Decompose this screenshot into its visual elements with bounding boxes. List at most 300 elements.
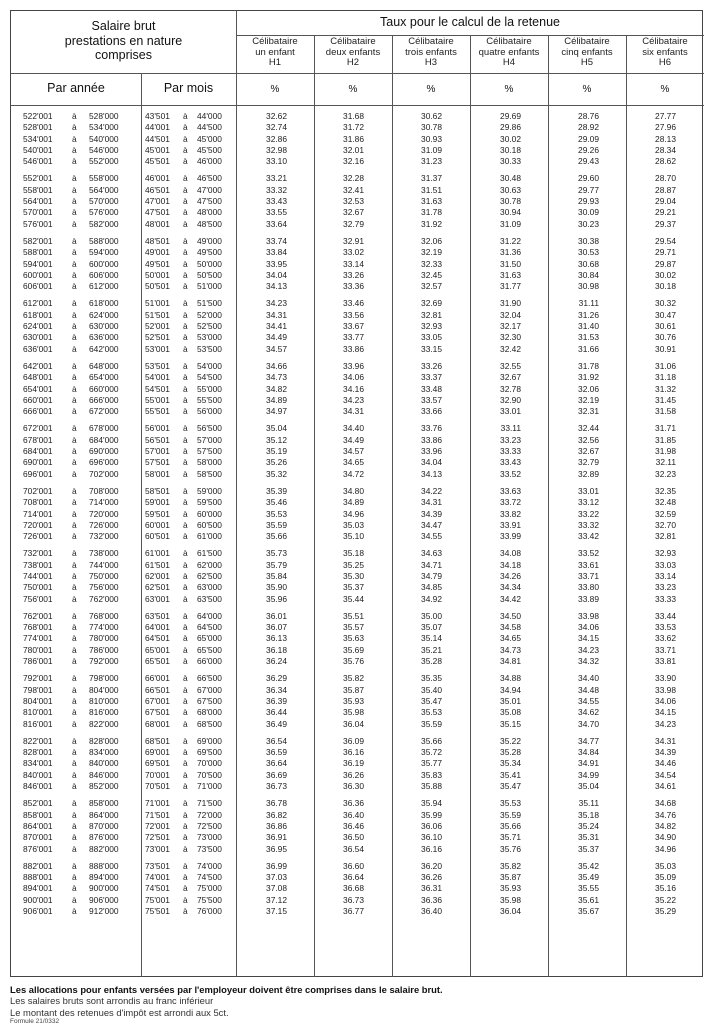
range-separator: à — [183, 133, 188, 144]
rate-h6: 34.90 — [655, 832, 676, 843]
monthly-to: 62'500 — [197, 570, 222, 581]
rate-h5: 31.26 — [578, 309, 599, 320]
annual-to: 552'000 — [89, 156, 119, 167]
range-separator: à — [72, 684, 77, 695]
rate-h2: 34.16 — [343, 383, 364, 394]
rate-h4: 29.69 — [500, 111, 521, 121]
column-header-h4 — [470, 37, 548, 69]
rate-h2: 36.73 — [343, 894, 364, 905]
rate-h1: 33.32 — [266, 184, 287, 195]
rate-h2: 33.14 — [343, 258, 364, 269]
range-separator: à — [72, 843, 77, 854]
rate-h4: 35.66 — [500, 820, 521, 831]
rate-h2: 35.37 — [343, 582, 364, 593]
rate-h5: 34.55 — [578, 695, 599, 706]
range-separator: à — [72, 485, 77, 496]
rate-h3: 30.93 — [421, 133, 442, 144]
table-row — [11, 406, 704, 417]
rate-h4: 35.76 — [500, 843, 521, 854]
rate-h5: 34.15 — [578, 633, 599, 644]
rate-h6: 34.68 — [655, 798, 676, 809]
monthly-from: 43'501 — [145, 111, 170, 121]
rate-h3: 36.10 — [421, 832, 442, 843]
range-separator: à — [183, 735, 188, 746]
rate-h6: 29.54 — [655, 235, 676, 246]
rate-h2: 35.69 — [343, 644, 364, 655]
rate-h1: 33.21 — [266, 173, 287, 184]
annual-from: 708'001 — [23, 497, 53, 508]
annual-to: 690'000 — [89, 446, 119, 457]
salaire-header-line: comprises — [95, 48, 152, 62]
monthly-from: 44'501 — [145, 133, 170, 144]
monthly-to: 61'500 — [197, 548, 222, 559]
rate-h2: 35.57 — [343, 622, 364, 633]
rate-h2: 36.68 — [343, 883, 364, 894]
salaire-header-line: Salaire brut — [91, 19, 156, 33]
annual-from: 690'001 — [23, 457, 53, 468]
rate-h4: 35.98 — [500, 894, 521, 905]
rate-h2: 34.72 — [343, 468, 364, 479]
rate-h5: 33.22 — [578, 508, 599, 519]
annual-from: 870'001 — [23, 832, 53, 843]
rate-h3: 35.35 — [421, 673, 442, 684]
range-separator: à — [183, 673, 188, 684]
rate-h1: 33.55 — [266, 207, 287, 218]
annual-from: 654'001 — [23, 383, 53, 394]
monthly-to: 75'000 — [197, 883, 222, 894]
annual-to: 534'000 — [89, 122, 119, 133]
monthly-from: 58'501 — [145, 485, 170, 496]
range-separator: à — [72, 423, 77, 434]
rate-h1: 36.13 — [266, 633, 287, 644]
rate-h6: 33.90 — [655, 673, 676, 684]
column-header-h3 — [392, 37, 470, 69]
annual-from: 666'001 — [23, 406, 53, 417]
rate-h1: 32.62 — [266, 111, 287, 121]
range-separator: à — [72, 144, 77, 155]
rate-h6: 33.14 — [655, 570, 676, 581]
rate-h5: 31.11 — [578, 298, 599, 309]
rate-h6: 32.81 — [655, 531, 676, 542]
rate-h4: 30.48 — [500, 173, 521, 184]
annual-from: 588'001 — [23, 247, 53, 258]
rate-h3: 36.06 — [421, 820, 442, 831]
rate-h1: 36.99 — [266, 860, 287, 871]
annual-from: 840'001 — [23, 769, 53, 780]
monthly-from: 56'501 — [145, 434, 170, 445]
table-row — [11, 821, 704, 832]
rate-h5: 34.23 — [578, 644, 599, 655]
annual-to: 720'000 — [89, 508, 119, 519]
monthly-from: 47'001 — [145, 196, 170, 207]
annual-from: 624'001 — [23, 321, 53, 332]
range-separator: à — [183, 332, 188, 343]
table-row — [11, 247, 704, 258]
monthly-to: 51'000 — [197, 281, 222, 292]
rate-h4: 35.53 — [500, 798, 521, 809]
rate-h3: 35.47 — [421, 695, 442, 706]
rate-h4: 32.55 — [500, 360, 521, 371]
range-separator: à — [183, 258, 188, 269]
monthly-from: 47'501 — [145, 207, 170, 218]
range-separator: à — [72, 207, 77, 218]
rate-h1: 35.66 — [266, 531, 287, 542]
monthly-from: 67'501 — [145, 707, 170, 718]
row-group — [11, 423, 704, 479]
rate-h5: 28.76 — [578, 111, 599, 121]
table-row — [11, 781, 704, 792]
range-separator: à — [72, 247, 77, 258]
rate-h2: 36.50 — [343, 832, 364, 843]
rate-h2: 32.67 — [343, 207, 364, 218]
range-separator: à — [72, 446, 77, 457]
column-header-line: Célibataire — [486, 36, 532, 47]
rate-h2: 35.44 — [343, 593, 364, 604]
range-separator: à — [72, 156, 77, 167]
range-separator: à — [72, 633, 77, 644]
annual-from: 816'001 — [23, 718, 53, 729]
monthly-to: 59'500 — [197, 497, 222, 508]
range-separator: à — [72, 872, 77, 883]
rate-h5: 35.11 — [578, 798, 599, 809]
rate-h4: 30.63 — [500, 184, 521, 195]
rate-h5: 32.31 — [578, 406, 599, 417]
annual-from: 774'001 — [23, 633, 53, 644]
range-separator: à — [183, 519, 188, 530]
rate-h5: 34.48 — [578, 684, 599, 695]
monthly-to: 54'500 — [197, 372, 222, 383]
column-header-line: six enfants — [642, 46, 688, 58]
monthly-from: 72'501 — [145, 832, 170, 843]
table-row — [11, 259, 704, 270]
monthly-from: 65'501 — [145, 656, 170, 667]
rate-h5: 29.77 — [578, 184, 599, 195]
rate-h2: 34.40 — [343, 423, 364, 434]
rate-h1: 35.26 — [266, 457, 287, 468]
rate-h4: 30.02 — [500, 133, 521, 144]
rate-h6: 32.23 — [655, 468, 676, 479]
rate-h6: 35.16 — [655, 883, 676, 894]
annual-from: 786'001 — [23, 656, 53, 667]
rate-h6: 31.58 — [655, 406, 676, 417]
monthly-from: 64'001 — [145, 622, 170, 633]
rate-h6: 34.23 — [655, 718, 676, 729]
rate-h4: 31.77 — [500, 281, 521, 292]
annual-to: 768'000 — [89, 610, 119, 621]
monthly-from: 73'501 — [145, 860, 170, 871]
footer — [10, 984, 703, 1025]
annual-to: 558'000 — [89, 173, 119, 184]
rate-h4: 34.26 — [500, 570, 521, 581]
par-mois-header: Par mois — [163, 81, 214, 95]
rate-h5: 32.89 — [578, 468, 599, 479]
annual-to: 666'000 — [89, 394, 119, 405]
rate-h3: 34.92 — [421, 593, 442, 604]
table-row — [11, 832, 704, 843]
monthly-to: 56'500 — [197, 423, 222, 434]
rate-h6: 30.32 — [655, 298, 676, 309]
range-separator: à — [183, 883, 188, 894]
monthly-to: 54'000 — [197, 360, 222, 371]
table-row — [11, 486, 704, 497]
annual-to: 618'000 — [89, 298, 119, 309]
rate-h6: 32.35 — [655, 485, 676, 496]
monthly-from: 54'501 — [145, 383, 170, 394]
table-row — [11, 344, 704, 355]
rate-h4: 30.33 — [500, 156, 521, 167]
table-row — [11, 719, 704, 730]
range-separator: à — [72, 457, 77, 468]
annual-from: 522'001 — [23, 111, 53, 121]
range-separator: à — [183, 111, 188, 121]
row-group — [11, 673, 704, 729]
rate-h2: 33.67 — [343, 321, 364, 332]
rate-h3: 34.47 — [421, 519, 442, 530]
rate-h1: 34.49 — [266, 332, 287, 343]
column-header-line: H2 — [346, 57, 360, 68]
rate-h3: 35.66 — [421, 735, 442, 746]
rate-h1: 36.24 — [266, 656, 287, 667]
rate-h5: 32.06 — [578, 383, 599, 394]
rate-h2: 36.04 — [343, 718, 364, 729]
monthly-to: 67'500 — [197, 695, 222, 706]
rate-h6: 29.87 — [655, 258, 676, 269]
rate-h1: 37.15 — [266, 906, 287, 916]
annual-to: 678'000 — [89, 423, 119, 434]
rate-h2: 34.89 — [343, 497, 364, 508]
rate-h4: 33.33 — [500, 446, 521, 457]
percent-unit: % — [660, 84, 670, 95]
rate-h5: 29.43 — [578, 156, 599, 167]
rate-h2: 34.31 — [343, 406, 364, 417]
rate-h3: 30.78 — [421, 122, 442, 133]
rate-h1: 33.43 — [266, 196, 287, 207]
monthly-to: 50'500 — [197, 269, 222, 280]
rate-h5: 35.49 — [578, 872, 599, 883]
rate-h4: 33.63 — [500, 485, 521, 496]
rate-h2: 33.86 — [343, 343, 364, 354]
rate-h6: 31.98 — [655, 446, 676, 457]
annual-to: 684'000 — [89, 434, 119, 445]
annual-from: 828'001 — [23, 747, 53, 758]
annual-from: 798'001 — [23, 684, 53, 695]
rate-h5: 34.77 — [578, 735, 599, 746]
range-separator: à — [72, 610, 77, 621]
range-separator: à — [72, 309, 77, 320]
rate-h3: 36.26 — [421, 872, 442, 883]
rate-h2: 31.86 — [343, 133, 364, 144]
par-annee-header: Par année — [47, 81, 105, 95]
rate-h4: 35.59 — [500, 809, 521, 820]
rate-h5: 33.42 — [578, 531, 599, 542]
rate-h5: 32.67 — [578, 446, 599, 457]
taux-header: Taux pour le calcul de la retenue — [380, 15, 560, 29]
monthly-from: 60'501 — [145, 531, 170, 542]
annual-to: 732'000 — [89, 531, 119, 542]
table-row — [11, 770, 704, 781]
annual-from: 744'001 — [23, 570, 53, 581]
range-separator: à — [72, 343, 77, 354]
annual-to: 852'000 — [89, 781, 119, 792]
range-separator: à — [183, 820, 188, 831]
range-separator: à — [183, 184, 188, 195]
rate-h5: 34.06 — [578, 622, 599, 633]
range-separator: à — [183, 610, 188, 621]
rate-h6: 34.46 — [655, 758, 676, 769]
salaire-header-line: prestations en nature — [64, 33, 183, 48]
rate-h4: 34.42 — [500, 593, 521, 604]
monthly-to: 76'000 — [197, 906, 222, 916]
monthly-to: 71'000 — [197, 781, 222, 792]
rate-h4: 31.09 — [500, 218, 521, 229]
range-separator: à — [183, 832, 188, 843]
column-header-line: Célibataire — [408, 36, 454, 47]
rate-h6: 30.47 — [655, 309, 676, 320]
monthly-from: 68'501 — [145, 735, 170, 746]
range-separator: à — [72, 707, 77, 718]
rate-h5: 33.89 — [578, 593, 599, 604]
rate-h1: 35.79 — [266, 559, 287, 570]
range-separator: à — [183, 372, 188, 383]
rate-h4: 35.93 — [500, 883, 521, 894]
monthly-to: 49'000 — [197, 235, 222, 246]
annual-from: 606'001 — [23, 281, 53, 292]
salaire-header — [11, 19, 236, 63]
table-row — [11, 707, 704, 718]
rate-h4: 32.04 — [500, 309, 521, 320]
rate-h6: 35.22 — [655, 894, 676, 905]
rate-h5: 34.91 — [578, 758, 599, 769]
monthly-from: 73'001 — [145, 843, 170, 854]
rate-h4: 34.18 — [500, 559, 521, 570]
rate-h4: 31.36 — [500, 247, 521, 258]
rate-h3: 34.55 — [421, 531, 442, 542]
annual-from: 906'001 — [23, 906, 53, 916]
annual-from: 546'001 — [23, 156, 53, 167]
rate-h5: 31.66 — [578, 343, 599, 354]
range-separator: à — [183, 548, 188, 559]
range-separator: à — [183, 360, 188, 371]
rate-h4: 32.67 — [500, 372, 521, 383]
monthly-from: 75'001 — [145, 894, 170, 905]
rate-h1: 34.13 — [266, 281, 287, 292]
percent-unit: % — [348, 84, 358, 95]
column-header-line: deux enfants — [325, 46, 381, 58]
table-row — [11, 906, 704, 917]
annual-from: 780'001 — [23, 644, 53, 655]
monthly-from: 52'501 — [145, 332, 170, 343]
rate-h3: 34.39 — [421, 508, 442, 519]
rate-h2: 35.25 — [343, 559, 364, 570]
rate-h3: 34.22 — [421, 485, 442, 496]
rate-h5: 33.32 — [578, 519, 599, 530]
column-header-line: H4 — [502, 57, 516, 68]
table-row — [11, 332, 704, 343]
range-separator: à — [183, 423, 188, 434]
monthly-to: 69'500 — [197, 747, 222, 758]
rate-h3: 31.37 — [421, 173, 442, 184]
rate-h6: 34.76 — [655, 809, 676, 820]
annual-to: 834'000 — [89, 747, 119, 758]
rate-h2: 33.02 — [343, 247, 364, 258]
annual-to: 744'000 — [89, 559, 119, 570]
rate-h4: 31.50 — [500, 258, 521, 269]
monthly-from: 70'001 — [145, 769, 170, 780]
annual-to: 570'000 — [89, 196, 119, 207]
annual-to: 792'000 — [89, 656, 119, 667]
rate-h5: 34.62 — [578, 707, 599, 718]
monthly-from: 69'501 — [145, 758, 170, 769]
range-separator: à — [183, 343, 188, 354]
annual-to: 894'000 — [89, 872, 119, 883]
table-row — [11, 673, 704, 684]
rate-h3: 35.72 — [421, 747, 442, 758]
annual-to: 846'000 — [89, 769, 119, 780]
row-group — [11, 236, 704, 292]
range-separator: à — [183, 758, 188, 769]
range-separator: à — [183, 394, 188, 405]
monthly-to: 68'000 — [197, 707, 222, 718]
range-separator: à — [72, 644, 77, 655]
table-row — [11, 122, 704, 133]
rate-h2: 35.87 — [343, 684, 364, 695]
rate-h4: 33.91 — [500, 519, 521, 530]
annual-to: 756'000 — [89, 582, 119, 593]
table-row — [11, 281, 704, 292]
monthly-from: 60'001 — [145, 519, 170, 530]
rate-h1: 34.23 — [266, 298, 287, 309]
range-separator: à — [72, 820, 77, 831]
rate-h3: 34.31 — [421, 497, 442, 508]
table-row — [11, 872, 704, 883]
annual-from: 834'001 — [23, 758, 53, 769]
rate-h3: 32.93 — [421, 321, 442, 332]
monthly-to: 44'500 — [197, 122, 222, 133]
rate-h4: 33.52 — [500, 468, 521, 479]
row-group — [11, 736, 704, 792]
rate-h1: 34.04 — [266, 269, 287, 280]
range-separator: à — [72, 798, 77, 809]
rate-h4: 34.08 — [500, 548, 521, 559]
rate-h1: 36.95 — [266, 843, 287, 854]
rate-h3: 36.31 — [421, 883, 442, 894]
rate-h1: 37.03 — [266, 872, 287, 883]
monthly-to: 60'500 — [197, 519, 222, 530]
annual-to: 840'000 — [89, 758, 119, 769]
monthly-from: 61'501 — [145, 559, 170, 570]
monthly-to: 68'500 — [197, 718, 222, 729]
footer-note: Les allocations pour enfants versées par l'employeur doivent être comprises dans le salaire brut. — [10, 984, 443, 995]
monthly-from: 71'501 — [145, 809, 170, 820]
range-separator: à — [72, 593, 77, 604]
range-separator: à — [72, 519, 77, 530]
row-group — [11, 611, 704, 667]
monthly-from: 45'501 — [145, 156, 170, 167]
annual-from: 558'001 — [23, 184, 53, 195]
row-group — [11, 361, 704, 417]
row-group — [11, 298, 704, 354]
column-header-line: H5 — [580, 57, 594, 68]
rate-h2: 36.77 — [343, 906, 364, 916]
annual-to: 906'000 — [89, 894, 119, 905]
range-separator: à — [72, 468, 77, 479]
range-separator: à — [72, 860, 77, 871]
monthly-from: 61'001 — [145, 548, 170, 559]
rate-h4: 34.88 — [500, 673, 521, 684]
monthly-to: 71'500 — [197, 798, 222, 809]
annual-to: 630'000 — [89, 321, 119, 332]
range-separator: à — [183, 809, 188, 820]
